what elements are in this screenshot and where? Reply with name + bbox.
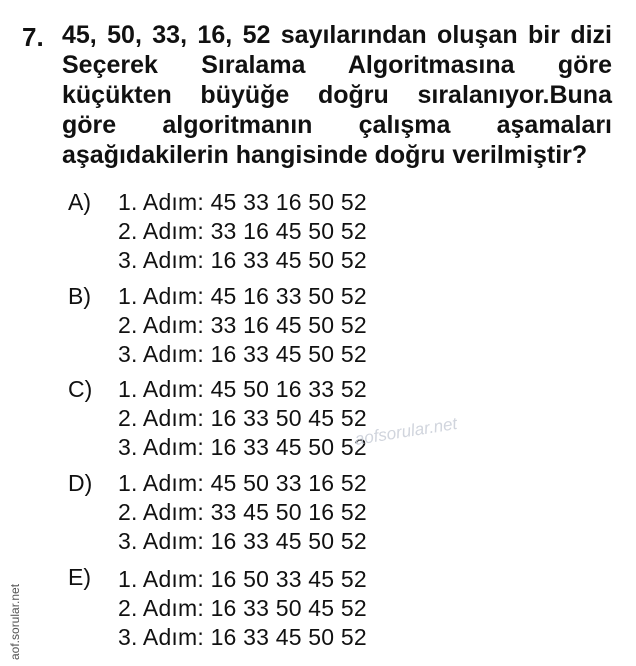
question-line: aşağıdakilerin hangisinde doğru verilmiştir?: [62, 141, 588, 169]
watermark: aofsorular.net: [353, 413, 459, 449]
side-watermark: aof.sorular.net: [8, 583, 22, 660]
option-step: 2. Adım: 16 33 50 45 52: [118, 405, 367, 431]
option-step: 1. Adım: 45 16 33 50 52: [118, 283, 367, 309]
option-letter: A): [68, 189, 91, 215]
option-step: 3. Adım: 16 33 45 50 52: [118, 341, 367, 367]
option-step: 1. Adım: 45 33 16 50 52: [118, 189, 367, 215]
option-step: 3. Adım: 16 33 45 50 52: [118, 247, 367, 273]
option-letter: D): [68, 470, 93, 496]
option-letter: B): [68, 283, 91, 309]
option-step: 2. Adım: 33 16 45 50 52: [118, 218, 367, 244]
option-step: 1. Adım: 16 50 33 45 52: [118, 566, 367, 592]
option-step: 2. Adım: 33 16 45 50 52: [118, 312, 367, 338]
question-line: göre algoritmanın çalışma aşamaları: [62, 111, 612, 139]
option-step: 1. Adım: 45 50 33 16 52: [118, 470, 367, 496]
option-step: 3. Adım: 16 33 45 50 52: [118, 434, 367, 460]
option-step: 3. Adım: 16 33 45 50 52: [118, 528, 367, 554]
option-letter: E): [68, 564, 91, 590]
option-step: 2. Adım: 33 45 50 16 52: [118, 499, 367, 525]
option-letter: C): [68, 376, 93, 402]
option-step: 3. Adım: 16 33 45 50 52: [118, 624, 367, 650]
option-step: 1. Adım: 45 50 16 33 52: [118, 376, 367, 402]
question-number: 7.: [22, 22, 44, 52]
question-line: Seçerek Sıralama Algoritmasına göre: [62, 51, 612, 79]
question-line: küçükten büyüğe doğru sıralanıyor.Buna: [62, 81, 612, 109]
question-line: 45, 50, 33, 16, 52 sayılarından oluşan bir dizi: [62, 21, 612, 49]
option-step: 2. Adım: 16 33 50 45 52: [118, 595, 367, 621]
